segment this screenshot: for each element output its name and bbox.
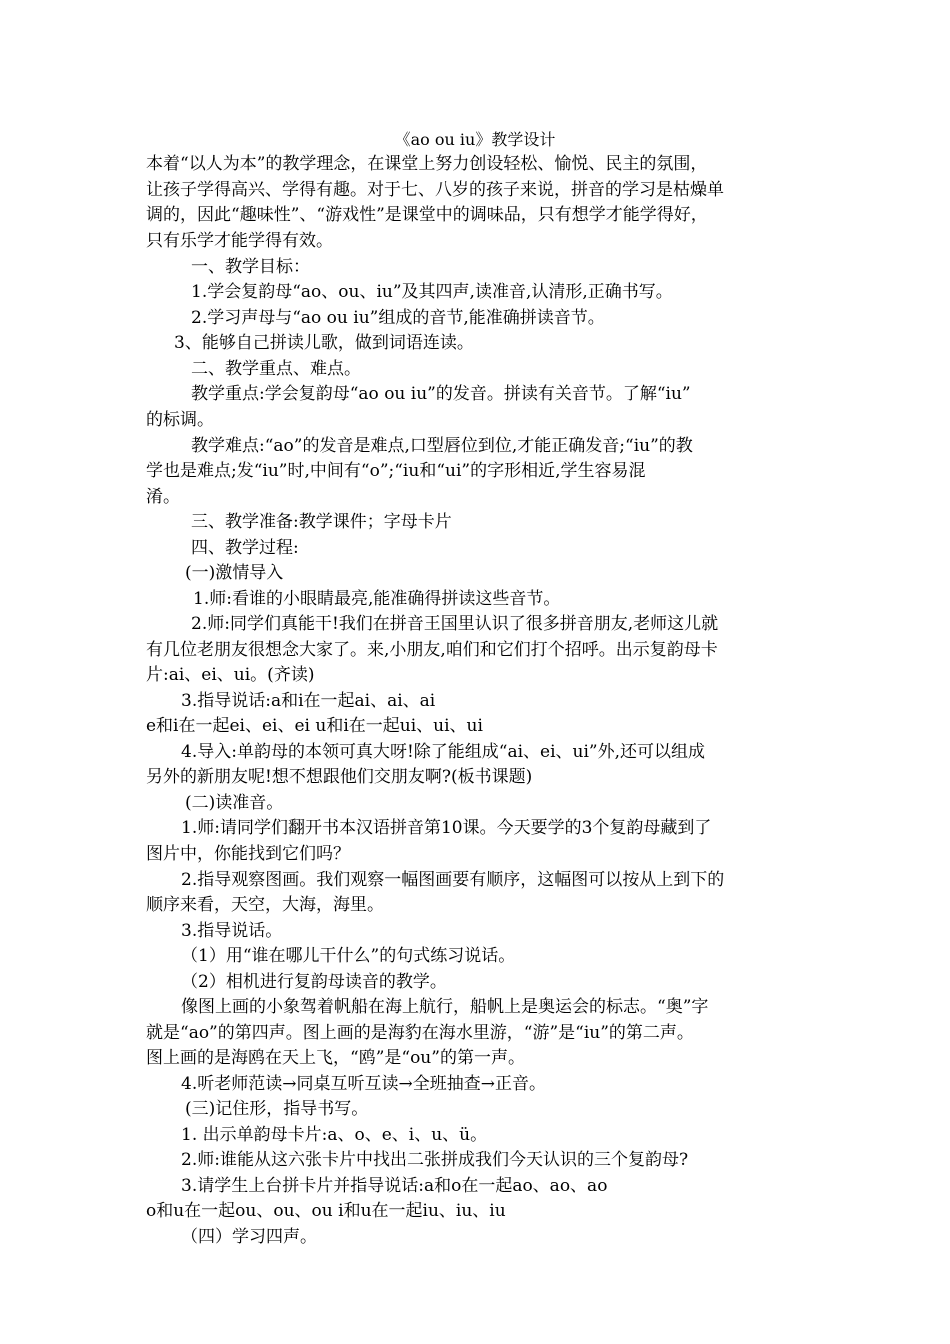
- document-title: 《ao ou iu》教学设计: [394, 130, 556, 149]
- difficulty-line-3: 淆。: [146, 487, 180, 507]
- intro-line-2: 让孩子学得高兴、学得有趣。对于七、八岁的孩子来说，拼音的学习是枯燥单: [146, 180, 724, 200]
- pronunciation-line-5: 3.指导说话。: [181, 921, 283, 941]
- writing-line-1: 1. 出示单韵母卡片:a、o、e、i、u、ü。: [181, 1125, 488, 1145]
- goal-item-2: 2.学习声母与“ao ou iu”组成的音节,能准确拼读音节。: [191, 308, 605, 328]
- process-line-3: 有几位老朋友很想念大家了。来,小朋友,咱们和它们打个招呼。出示复韵母卡: [146, 640, 718, 660]
- intro-line-3: 调的，因此“趣味性”、“游戏性”是课堂中的调味品，只有想学才能学得好，: [146, 205, 708, 225]
- subsection-pronunciation: (二)读准音。: [185, 793, 284, 813]
- pronunciation-line-9: 就是“ao”的第四声。图上画的是海豹在海水里游，“游”是“iu”的第二声。: [146, 1023, 694, 1043]
- difficulty-line-2: 学也是难点;发“iu”时,中间有“o”;“iu和“ui”的字形相近,学生容易混: [146, 461, 646, 481]
- pronunciation-line-6: （1）用“谁在哪儿干什么”的句式练习说话。: [181, 946, 516, 966]
- intro-line-4: 只有乐学才能学得有效。: [146, 231, 333, 251]
- pronunciation-line-7: （2）相机进行复韵母读音的教学。: [181, 972, 447, 992]
- key-point-line-1: 教学重点:学会复韵母“ao ou iu”的发音。拼读有关音节。了解“iu”: [191, 384, 691, 404]
- process-line-7: 4.导入:单韵母的本领可真大呀!除了能组成“ai、ei、ui”外,还可以组成: [181, 742, 706, 762]
- process-line-6: e和i在一起ei、ei、ei u和i在一起ui、ui、ui: [146, 716, 483, 736]
- subsection-writing: (三)记住形，指导书写。: [185, 1099, 369, 1119]
- writing-line-4: o和u在一起ou、ou、ou i和u在一起iu、iu、iu: [146, 1201, 506, 1221]
- intro-line-1: 本着“以人为本”的教学理念，在课堂上努力创设轻松、愉悦、民主的氛围，: [146, 154, 708, 174]
- section-heading-preparation: 三、教学准备:教学课件；字母卡片: [191, 512, 452, 532]
- section-heading-process: 四、教学过程:: [191, 538, 299, 558]
- pronunciation-line-3: 2.指导观察图画。我们观察一幅图画要有顺序，这幅图可以按从上到下的: [181, 870, 725, 890]
- pronunciation-line-11: 4.听老师范读→同桌互听互读→全班抽查→正音。: [181, 1074, 546, 1094]
- key-point-line-2: 的标调。: [146, 410, 214, 430]
- process-line-8: 另外的新朋友呢!想不想跟他们交朋友啊?(板书课题): [146, 767, 533, 787]
- subsection-intro: (一)激情导入: [185, 563, 284, 583]
- difficulty-line-1: 教学难点:“ao”的发音是难点,口型唇位到位,才能正确发音;“iu”的教: [191, 436, 693, 456]
- pronunciation-line-10: 图上画的是海鸥在天上飞，“鸥”是“ou”的第一声。: [146, 1048, 525, 1068]
- subsection-tones: （四）学习四声。: [181, 1227, 317, 1247]
- pronunciation-line-4: 顺序来看，天空，大海，海里。: [146, 895, 384, 915]
- section-heading-key-points: 二、教学重点、难点。: [191, 359, 361, 379]
- section-heading-goals: 一、教学目标：: [191, 257, 310, 277]
- process-line-4: 片:ai、ei、ui。(齐读): [146, 665, 315, 685]
- process-line-1: 1.师:看谁的小眼睛最亮,能准确得拼读这些音节。: [193, 589, 561, 609]
- pronunciation-line-8: 像图上画的小象驾着帆船在海上航行，船帆上是奥运会的标志。“奥”字: [181, 997, 709, 1017]
- writing-line-2: 2.师:谁能从这六张卡片中找出二张拼成我们今天认识的三个复韵母?: [181, 1150, 689, 1170]
- process-line-2: 2.师:同学们真能干!我们在拼音王国里认识了很多拼音朋友,老师这儿就: [191, 614, 719, 634]
- pronunciation-line-1: 1.师:请同学们翻开书本汉语拼音第10课。今天要学的3个复韵母藏到了: [181, 818, 712, 838]
- writing-line-3: 3.请学生上台拼卡片并指导说话:a和o在一起ao、ao、ao: [181, 1176, 608, 1196]
- goal-item-1: 1.学会复韵母“ao、ou、iu”及其四声,读准音,认清形,正确书写。: [191, 282, 673, 302]
- goal-item-3: 3、能够自己拼读儿歌，做到词语连读。: [174, 333, 474, 353]
- pronunciation-line-2: 图片中，你能找到它们吗？: [146, 844, 350, 864]
- process-line-5: 3.指导说话:a和i在一起ai、ai、ai: [181, 691, 436, 711]
